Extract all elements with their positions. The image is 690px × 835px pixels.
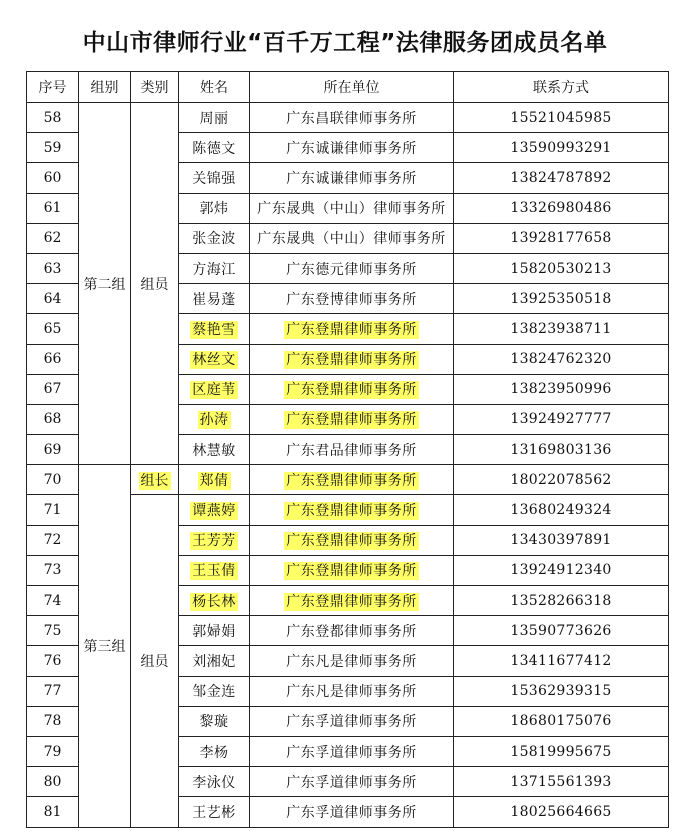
table-body [27, 103, 669, 828]
member-phone-cell: 13924927777 [454, 404, 669, 434]
member-unit-cell [250, 555, 454, 585]
member-unit-cell: 广东凡是律师事务所 [250, 646, 454, 676]
member-name: 蔡艳雪 [192, 321, 236, 338]
member-name-cell: 张金波 [179, 223, 250, 253]
member-unit-cell: 广东诚谦律师事务所 [250, 133, 454, 163]
member-phone-cell: 15521045985 [454, 103, 669, 133]
member-name-cell: 林慧敏 [179, 435, 250, 465]
header-no: 序号 [27, 72, 79, 103]
category-cell [131, 465, 179, 495]
table-row [27, 103, 669, 133]
category-cell: 组员 [131, 103, 179, 465]
member-name-cell [179, 374, 250, 404]
member-name-cell: 王艺彬 [179, 797, 250, 827]
member-unit-cell: 广东孚道律师事务所 [250, 797, 454, 827]
member-phone-cell: 13928177658 [454, 223, 669, 253]
member-phone-cell: 13715561393 [454, 767, 669, 797]
member-name-cell: 邹金连 [179, 676, 250, 706]
member-phone-cell: 13925350518 [454, 284, 669, 314]
member-name-cell: 方海江 [179, 253, 250, 283]
member-unit-cell [250, 525, 454, 555]
row-number: 61 [27, 193, 79, 223]
row-number: 74 [27, 586, 79, 616]
row-number: 70 [27, 465, 79, 495]
member-name: 林丝文 [192, 352, 236, 369]
member-table [26, 71, 669, 828]
row-number: 79 [27, 736, 79, 766]
member-unit-cell: 广东昌联律师事务所 [250, 103, 454, 133]
member-unit-cell: 广东君品律师事务所 [250, 435, 454, 465]
member-unit-cell: 广东凡是律师事务所 [250, 676, 454, 706]
row-number: 65 [27, 314, 79, 344]
group-cell: 第三组 [79, 465, 131, 827]
member-unit-cell: 广东晟典（中山）律师事务所 [250, 223, 454, 253]
member-phone-cell: 13590993291 [454, 133, 669, 163]
member-unit: 广东登鼎律师事务所 [286, 503, 417, 520]
member-phone-cell: 15362939315 [454, 676, 669, 706]
member-unit-cell: 广东孚道律师事务所 [250, 767, 454, 797]
member-name-cell: 黎璇 [179, 706, 250, 736]
member-phone-cell: 13824762320 [454, 344, 669, 374]
member-phone-cell: 13326980486 [454, 193, 669, 223]
row-number: 58 [27, 103, 79, 133]
row-number: 64 [27, 284, 79, 314]
row-number: 72 [27, 525, 79, 555]
member-name: 杨长林 [192, 593, 236, 610]
row-number: 60 [27, 163, 79, 193]
row-number: 62 [27, 223, 79, 253]
header-group: 组别 [79, 72, 131, 103]
category-label: 组长 [140, 472, 169, 489]
member-name: 王芳芳 [192, 533, 236, 550]
header-category: 类别 [131, 72, 179, 103]
member-name: 孙涛 [199, 412, 229, 429]
member-phone-cell: 13823938711 [454, 314, 669, 344]
member-name-cell: 李杨 [179, 736, 250, 766]
row-number: 67 [27, 374, 79, 404]
member-name-cell: 郭婦娟 [179, 616, 250, 646]
row-number: 77 [27, 676, 79, 706]
row-number: 73 [27, 555, 79, 585]
member-unit-cell: 广东登都律师事务所 [250, 616, 454, 646]
member-unit-cell: 广东孚道律师事务所 [250, 736, 454, 766]
member-phone-cell: 13823950996 [454, 374, 669, 404]
member-unit: 广东登鼎律师事务所 [286, 563, 417, 580]
member-phone-cell: 15819995675 [454, 736, 669, 766]
row-number: 63 [27, 253, 79, 283]
row-number: 66 [27, 344, 79, 374]
group-cell: 第二组 [79, 103, 131, 465]
row-number: 75 [27, 616, 79, 646]
row-number: 78 [27, 706, 79, 736]
row-number: 80 [27, 767, 79, 797]
member-name-cell [179, 495, 250, 525]
member-name-cell: 李泳仪 [179, 767, 250, 797]
member-unit: 广东登鼎律师事务所 [286, 533, 417, 550]
member-phone-cell: 13430397891 [454, 525, 669, 555]
member-phone-cell: 13824787892 [454, 163, 669, 193]
member-unit-cell: 广东登博律师事务所 [250, 284, 454, 314]
member-name-cell: 刘湘妃 [179, 646, 250, 676]
member-name-cell [179, 525, 250, 555]
member-name-cell [179, 586, 250, 616]
member-name-cell [179, 465, 250, 495]
member-unit-cell [250, 404, 454, 434]
member-name-cell: 崔易蓬 [179, 284, 250, 314]
header-name: 姓名 [179, 72, 250, 103]
member-unit-cell: 广东孚道律师事务所 [250, 706, 454, 736]
member-unit-cell: 广东诚谦律师事务所 [250, 163, 454, 193]
member-unit-cell: 广东晟典（中山）律师事务所 [250, 193, 454, 223]
member-phone-cell: 13169803136 [454, 435, 669, 465]
member-phone-cell: 13590773626 [454, 616, 669, 646]
member-unit: 广东登鼎律师事务所 [286, 382, 417, 399]
member-unit-cell [250, 495, 454, 525]
member-name-cell [179, 344, 250, 374]
row-number: 59 [27, 133, 79, 163]
row-number: 69 [27, 435, 79, 465]
member-unit-cell [250, 344, 454, 374]
member-phone-cell: 13411677412 [454, 646, 669, 676]
member-name-cell [179, 555, 250, 585]
member-unit: 广东登鼎律师事务所 [286, 352, 417, 369]
row-number: 68 [27, 404, 79, 434]
header-unit: 所在单位 [250, 72, 454, 103]
row-number: 71 [27, 495, 79, 525]
member-name-cell: 关锦强 [179, 163, 250, 193]
member-phone-cell: 13680249324 [454, 495, 669, 525]
member-phone-cell: 18025664665 [454, 797, 669, 827]
member-unit: 广东登鼎律师事务所 [286, 412, 417, 429]
member-name-cell: 郭炜 [179, 193, 250, 223]
member-name: 王玉倩 [192, 563, 236, 580]
member-unit-cell [250, 314, 454, 344]
member-phone-cell: 13528266318 [454, 586, 669, 616]
table-row [27, 465, 669, 495]
header-contact: 联系方式 [454, 72, 669, 103]
member-name: 区庭苇 [192, 382, 236, 399]
member-phone-cell: 18022078562 [454, 465, 669, 495]
member-unit-cell: 广东德元律师事务所 [250, 253, 454, 283]
member-unit: 广东登鼎律师事务所 [286, 472, 417, 489]
member-unit: 广东登鼎律师事务所 [286, 321, 417, 338]
member-phone-cell: 18680175076 [454, 706, 669, 736]
member-name: 谭燕婷 [192, 503, 236, 520]
member-name-cell [179, 404, 250, 434]
member-name-cell: 陈德文 [179, 133, 250, 163]
row-number: 76 [27, 646, 79, 676]
member-unit-cell [250, 586, 454, 616]
table-header-row [27, 72, 669, 103]
member-phone-cell: 13924912340 [454, 555, 669, 585]
member-phone-cell: 15820530213 [454, 253, 669, 283]
category-cell: 组员 [131, 495, 179, 827]
member-name: 郑倩 [199, 472, 229, 489]
member-unit-cell [250, 465, 454, 495]
member-name-cell [179, 314, 250, 344]
member-name-cell: 周丽 [179, 103, 250, 133]
row-number: 81 [27, 797, 79, 827]
page-title: 中山市律师行业“百千万工程”法律服务团成员名单 [82, 30, 608, 56]
member-unit: 广东登鼎律师事务所 [286, 593, 417, 610]
member-unit-cell [250, 374, 454, 404]
